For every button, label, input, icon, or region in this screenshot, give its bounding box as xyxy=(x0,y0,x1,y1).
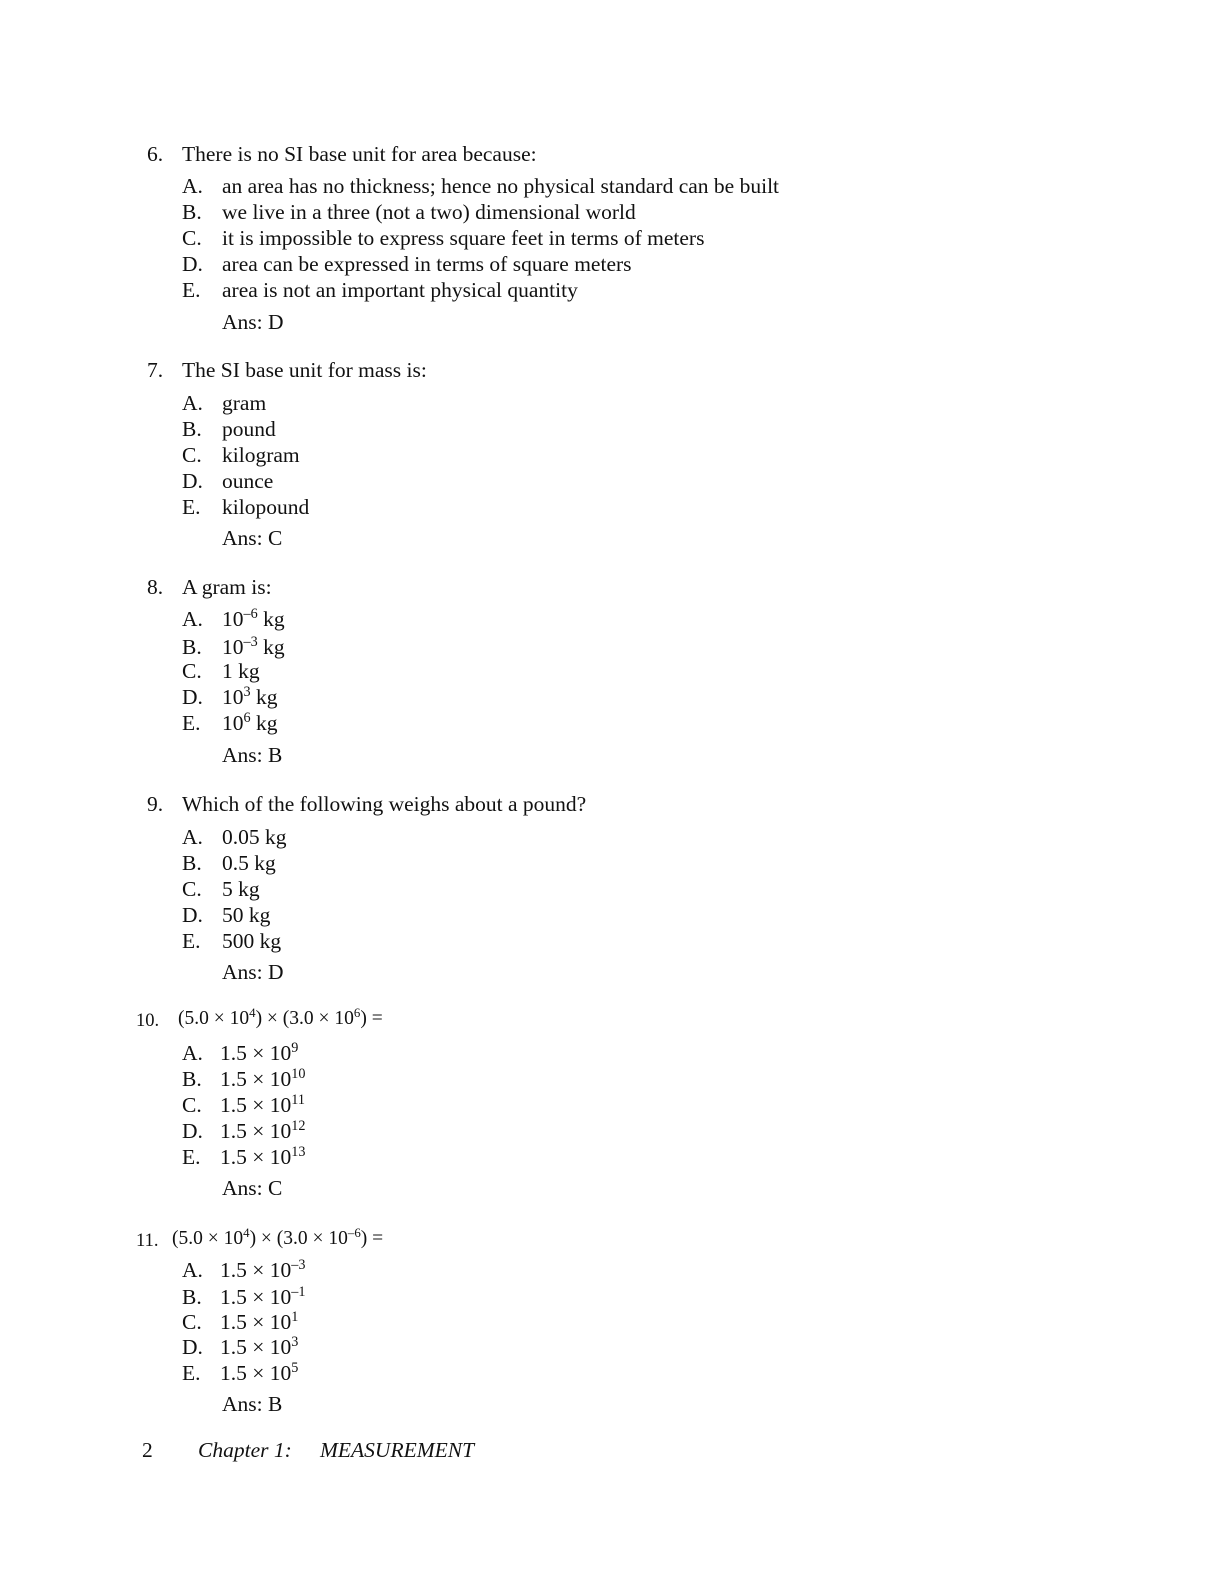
option-text: kilogram xyxy=(222,443,300,467)
base: 10 xyxy=(222,685,244,709)
option-text xyxy=(222,685,277,710)
question-text: The SI base unit for mass is: xyxy=(182,358,427,382)
option-letter: D. xyxy=(182,469,203,493)
option-text: 50 kg xyxy=(222,903,271,927)
page-number: 2 xyxy=(142,1438,153,1462)
option-letter: E. xyxy=(182,278,201,302)
exponent: –3 xyxy=(291,1257,306,1274)
expr-part: (5.0 × 10 xyxy=(172,1228,244,1249)
base: 1.5 × 10 xyxy=(220,1285,292,1309)
exponent: 11 xyxy=(291,1092,305,1109)
question-expression xyxy=(178,1005,383,1030)
option-letter: A. xyxy=(182,391,203,415)
option-letter: C. xyxy=(182,1310,202,1334)
expr-part: ) × (3.0 × 10 xyxy=(249,1228,348,1249)
option-text: 0.5 kg xyxy=(222,851,276,875)
exponent: –6 xyxy=(243,606,258,623)
option-letter: C. xyxy=(182,443,202,467)
expr-part: (5.0 × 10 xyxy=(178,1008,250,1029)
answer: Ans: B xyxy=(222,743,283,767)
question-text: There is no SI base unit for area because: xyxy=(182,142,537,166)
answer: Ans: C xyxy=(222,1176,283,1200)
option-text xyxy=(220,1285,305,1310)
option-text: 5 kg xyxy=(222,877,260,901)
option-letter: A. xyxy=(182,1258,203,1282)
option-letter: D. xyxy=(182,903,203,927)
answer: Ans: D xyxy=(222,960,284,984)
exponent: 3 xyxy=(243,684,251,701)
exponent: 4 xyxy=(249,1005,256,1020)
option-letter: B. xyxy=(182,635,202,659)
option-letter: E. xyxy=(182,711,201,735)
option-text: an area has no thickness; hence no physical standard can be built xyxy=(222,174,780,198)
option-text xyxy=(220,1258,305,1283)
option-text: ounce xyxy=(222,469,274,493)
option-text xyxy=(220,1310,298,1335)
exponent: 3 xyxy=(291,1334,299,1351)
exponent: 1 xyxy=(291,1309,299,1326)
option-text: kilopound xyxy=(222,495,310,519)
unit: kg xyxy=(250,685,278,709)
base: 1.5 × 10 xyxy=(220,1067,292,1091)
answer: Ans: B xyxy=(222,1392,283,1416)
option-letter: E. xyxy=(182,1145,201,1169)
unit: kg xyxy=(257,635,285,659)
exponent: 6 xyxy=(353,1005,361,1020)
base: 10 xyxy=(222,711,244,735)
unit: kg xyxy=(250,711,278,735)
option-text: area is not an important physical quantity xyxy=(222,278,578,302)
exponent: 10 xyxy=(291,1066,306,1083)
question-number: 7. xyxy=(147,358,164,382)
option-letter: B. xyxy=(182,417,202,441)
exponent: 9 xyxy=(291,1040,299,1057)
option-letter: B. xyxy=(182,851,202,875)
option-text xyxy=(220,1361,298,1386)
option-letter: A. xyxy=(182,1041,203,1065)
base: 10 xyxy=(222,635,244,659)
base: 1.5 × 10 xyxy=(220,1310,292,1334)
question-number: 11. xyxy=(136,1231,159,1251)
exponent: 13 xyxy=(291,1144,306,1161)
option-text xyxy=(220,1041,298,1066)
exponent: –6 xyxy=(347,1225,361,1240)
base: 10 xyxy=(222,607,244,631)
chapter-label: Chapter 1: xyxy=(198,1438,292,1462)
base: 1.5 × 10 xyxy=(220,1258,292,1282)
option-letter: A. xyxy=(182,607,203,631)
option-letter: E. xyxy=(182,1361,201,1385)
base: 1.5 × 10 xyxy=(220,1041,292,1065)
question-number: 8. xyxy=(147,575,164,599)
option-letter: D. xyxy=(182,685,203,709)
option-letter: E. xyxy=(182,929,201,953)
exponent: 12 xyxy=(291,1118,306,1135)
base: 1.5 × 10 xyxy=(220,1361,292,1385)
option-text xyxy=(222,607,285,632)
exponent: –1 xyxy=(291,1284,306,1301)
option-text: gram xyxy=(222,391,267,415)
unit: kg xyxy=(257,607,285,631)
expr-part: ) = xyxy=(360,1008,383,1029)
option-text: we live in a three (not a two) dimensional world xyxy=(222,200,636,224)
question-text: Which of the following weighs about a pound? xyxy=(182,792,587,816)
option-letter: D. xyxy=(182,1119,203,1143)
option-letter: D. xyxy=(182,1335,203,1359)
option-letter: B. xyxy=(182,200,202,224)
option-text xyxy=(220,1093,305,1118)
answer: Ans: C xyxy=(222,526,283,550)
option-text xyxy=(222,711,277,736)
option-text: 0.05 kg xyxy=(222,825,287,849)
option-text: area can be expressed in terms of square meters xyxy=(222,252,632,276)
option-text: pound xyxy=(222,417,276,441)
option-letter: A. xyxy=(182,825,203,849)
expr-part: ) × (3.0 × 10 xyxy=(255,1008,354,1029)
question-expression xyxy=(172,1225,384,1250)
question-number: 10. xyxy=(136,1011,160,1031)
question-text: A gram is: xyxy=(182,575,272,599)
option-text xyxy=(220,1145,305,1170)
option-letter: D. xyxy=(182,252,203,276)
option-letter: A. xyxy=(182,174,203,198)
base: 1.5 × 10 xyxy=(220,1119,292,1143)
option-text xyxy=(220,1067,305,1092)
option-letter: C. xyxy=(182,226,202,250)
option-text xyxy=(220,1335,298,1360)
exponent: –3 xyxy=(243,634,258,651)
question-number: 6. xyxy=(147,142,164,166)
option-text: 1 kg xyxy=(222,659,260,683)
option-text xyxy=(220,1119,305,1144)
chapter-title: MEASUREMENT xyxy=(320,1438,475,1462)
expr-part: ) = xyxy=(360,1228,384,1249)
exponent: 5 xyxy=(291,1360,299,1377)
option-letter: C. xyxy=(182,1093,202,1117)
question-number: 9. xyxy=(147,792,164,816)
option-text xyxy=(222,635,285,660)
option-letter: B. xyxy=(182,1285,202,1309)
base: 1.5 × 10 xyxy=(220,1093,292,1117)
exponent: 4 xyxy=(243,1225,250,1240)
base: 1.5 × 10 xyxy=(220,1335,292,1359)
exponent: 6 xyxy=(243,710,251,727)
base: 1.5 × 10 xyxy=(220,1145,292,1169)
option-text: it is impossible to express square feet in terms of meters xyxy=(222,226,705,250)
option-letter: C. xyxy=(182,877,202,901)
option-letter: C. xyxy=(182,659,202,683)
option-letter: B. xyxy=(182,1067,202,1091)
option-text: 500 kg xyxy=(222,929,282,953)
answer: Ans: D xyxy=(222,310,284,334)
option-letter: E. xyxy=(182,495,201,519)
